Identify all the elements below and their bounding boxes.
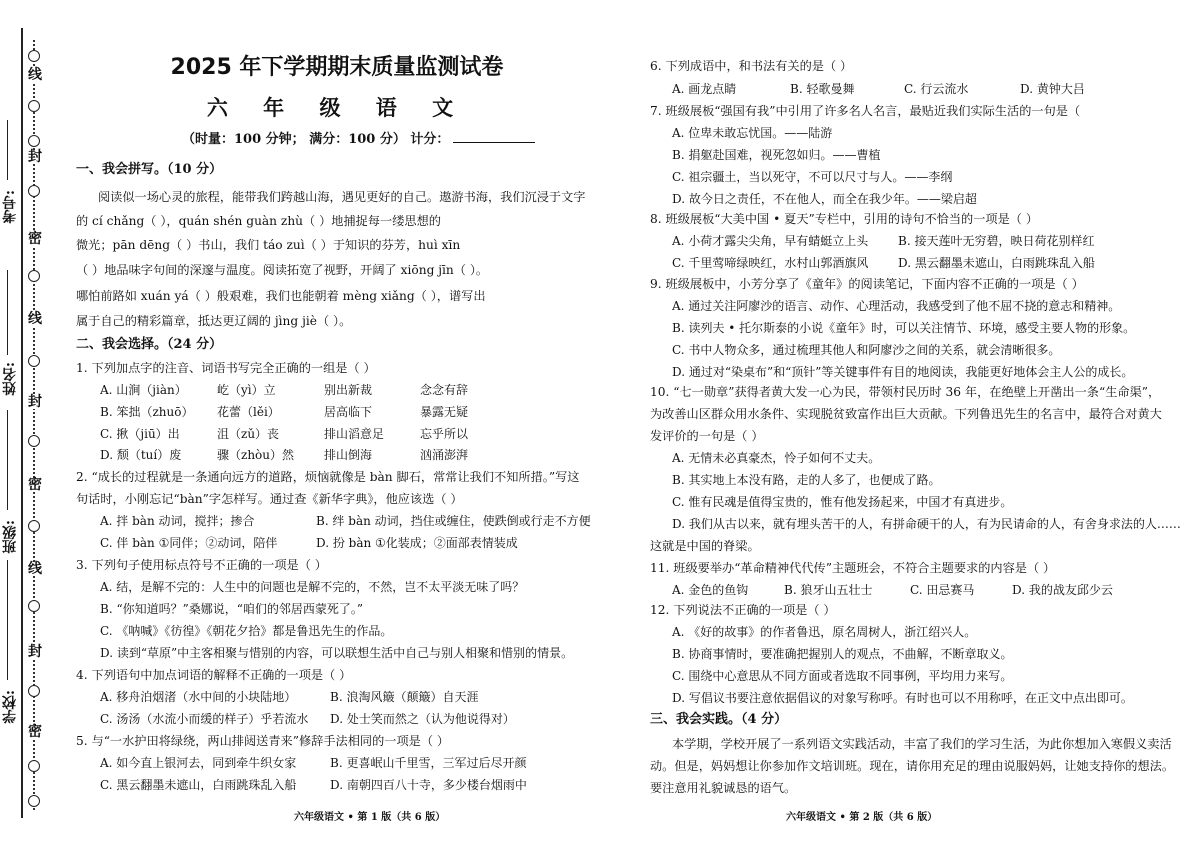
q10-option-c: C. 惟有民魂是值得宝贵的，惟有他发扬起来，中国才有真进步。 (672, 495, 1013, 509)
s3-line: 要注意用礼貌诚恳的语气。 (650, 781, 797, 795)
q12-option-c: C. 围绕中心意思从不同方面或者选取不同事例，平均用力来写。 (672, 669, 1013, 683)
q6-option-b: B. 轻歌曼舞 (790, 82, 855, 96)
exam-info (182, 128, 535, 147)
s1-line: 的 cí chǎng（ ），quán shén guàn zhù（ ）地捕捉每一缕思想的 (76, 214, 441, 228)
q9-option-d: D. 通过对“染桌布”和“顶针”等关键事件有目的地阅读，我能更好地体会主人公的成长。 (672, 365, 1134, 379)
xingming-underline (7, 270, 8, 355)
q1-a-3: 别出新裁 (324, 383, 373, 397)
seal-char: 封 (28, 644, 42, 660)
banji-underline (7, 410, 8, 510)
q10-option-a: A. 无情未必真豪杰，怜子如何不丈夫。 (672, 451, 881, 465)
seal-char: 封 (28, 149, 42, 165)
s1-line: 哪怕前路如 xuán yá（ ）般艰难，我们也能朝着 mèng xiǎng（ ），谱写出 (76, 289, 486, 303)
q8-stem: 8. 班级展板“大美中国 • 夏天”专栏中，引用的诗句不恰当的一项是（ ） (650, 212, 1039, 226)
section-3-heading: 三、我会实践。（4 分） (650, 712, 788, 727)
page-footer: 六年级语文 • 第 1 版（共 6 版） (294, 812, 446, 823)
q3-option-b: B. “你知道吗？”桑娜说，“咱们的邻居西蒙死了。” (100, 602, 363, 616)
q11-option-c: C. 田忌赛马 (910, 583, 975, 597)
page-footer: 六年级语文 • 第 2 版（共 6 版） (786, 812, 938, 823)
q1-a-1: A. 山涧（jiàn） (100, 383, 187, 397)
q11-option-b: B. 狼牙山五壮士 (784, 583, 873, 597)
q11-option-d: D. 我的战友邱少云 (1012, 583, 1113, 597)
q1-b-2: 花蕾（lěi） (217, 405, 280, 419)
seal-char: 密 (28, 477, 42, 493)
s1-line: 属于自己的精彩篇章，抵达更辽阔的 jìng jiè（ ）。 (76, 314, 352, 328)
q1-d-2: 骤（zhòu）然 (217, 448, 295, 462)
seal-circle (28, 135, 40, 147)
q1-c-4: 忘乎所以 (420, 427, 469, 441)
q1-d-3: 排山倒海 (324, 448, 373, 462)
q5-option-d: D. 南朝四百八十寺，多少楼台烟雨中 (330, 778, 527, 792)
q10-tail: 这就是中国的脊梁。 (650, 539, 760, 553)
q2-stem-2: 句话时，小刚忘记“bàn”字怎样写。通过查《新华字典》，他应该选（ ） (76, 492, 463, 506)
q1-a-2: 屹（yì）立 (217, 383, 276, 397)
q3-option-c: C. 《呐喊》《彷徨》《朝花夕拾》都是鲁迅先生的作品。 (100, 624, 393, 638)
seal-circle (28, 355, 40, 367)
q1-c-3: 排山滔意足 (324, 427, 385, 441)
label-banji: 班级: (2, 520, 18, 554)
q2-option-d: D. 扮 bàn ①化装成；②面部表情装成 (316, 536, 518, 550)
q7-option-b: B. 捐躯赴国难，视死忽如归。——曹植 (672, 148, 881, 162)
right-page (648, 0, 1190, 848)
q4-stem: 4. 下列语句中加点词语的解释不正确的一项是（ ） (76, 668, 352, 682)
exam-subtitle: 六 年 级 语 文 (206, 95, 468, 120)
q1-d-1: D. 颓（tuí）废 (100, 448, 182, 462)
binding-line (21, 28, 23, 818)
s1-line: 微光；pān dēng（ ）书山，我们 táo zuì（ ）于知识的芬芳，huì xīn (76, 238, 461, 252)
xuexiao-underline (7, 560, 8, 680)
seal-circle (28, 795, 40, 807)
q1-b-3: 居高临下 (324, 405, 373, 419)
q11-option-a: A. 金色的鱼钩 (672, 583, 749, 597)
q10-stem-2: 为改善山区群众用水条件、实现脱贫致富作出巨大贡献。下列鲁迅先生的名言中，最符合对黄大 (650, 407, 1162, 421)
q4-option-b: B. 浪淘风簸（颠簸）自天涯 (330, 690, 479, 704)
seal-circle (28, 100, 40, 112)
q8-option-b: B. 接天莲叶无穷碧，映日荷花别样红 (898, 234, 1095, 248)
section-1-heading: 一、我会拼写。（10 分） (76, 162, 223, 177)
seal-circle (28, 185, 40, 197)
q5-stem: 5. 与“一水护田将绿绕，两山排闼送青来”修辞手法相同的一项是（ ） (76, 734, 450, 748)
binding-strip (0, 0, 60, 848)
q4-option-a: A. 移舟泊烟渚（水中间的小块陆地） (100, 690, 297, 704)
seal-circle (28, 600, 40, 612)
q5-option-b: B. 更喜岷山千里雪，三军过后尽开颜 (330, 756, 527, 770)
q1-b-1: B. 笨拙（zhuō） (100, 405, 194, 419)
q7-option-a: A. 位卑未敢忘忧国。——陆游 (672, 126, 833, 140)
s3-line: 动。但是，妈妈想让你参加作文培训班。现在，请你用充足的理由说服妈妈，让她支持你的想法。 (650, 759, 1175, 773)
q6-stem: 6. 下列成语中，和书法有关的是（ ） (650, 59, 853, 73)
q3-option-d: D. 读到“草原”中主客相聚与惜别的内容，可以联想生活中自己与别人相聚和惜别的情景。 (100, 646, 574, 660)
q7-option-c: C. 祖宗疆土，当以死守，不可以尺寸与人。——李纲 (672, 170, 953, 184)
q7-stem: 7. 班级展板“强国有我”中引用了许多名人名言，最贴近我们实际生活的一句是（ (650, 104, 1081, 118)
q2-option-b: B. 绊 bàn 动词，挡住或缠住，使跌倒或行走不方便 (316, 514, 591, 528)
q10-stem-3: 发评价的一句是（ ） (650, 429, 764, 443)
q9-stem: 9. 班级展板中，小芳分享了《童年》的阅读笔记，下面内容不正确的一项是（ ） (650, 277, 1084, 291)
q9-option-b: B. 读列夫 • 托尔斯泰的小说《童年》时，可以关注情节、环境，感受主要人物的形象。 (672, 321, 1136, 335)
seal-circle (28, 520, 40, 532)
q5-option-c: C. 黑云翻墨未遮山，白雨跳珠乱入船 (100, 778, 297, 792)
q9-option-c: C. 书中人物众多，通过梳理其他人和阿廖沙之间的关系，就会清晰很多。 (672, 343, 1061, 357)
seal-char: 线 (28, 67, 42, 83)
q2-stem-1: 2. “成长的过程就是一条通向远方的道路，烦恼就像是 bàn 脚石，常常让我们不知所措。”写这 (76, 470, 580, 484)
exam-info-text: （时量：100 分钟； 满分：100 分） 计分： (182, 132, 450, 147)
q10-stem-1: 10. “七一勋章”获得者黄大发一心为民，带领村民历时 36 年，在绝壁上开凿出一条“生命渠”， (650, 385, 1161, 399)
s1-line: （ ）地品味字句间的深邃与温度。阅读拓宽了视野，开阔了 xiōng jīn（ ）。 (76, 263, 489, 277)
q8-option-a: A. 小荷才露尖尖角，早有蜻蜓立上头 (672, 234, 869, 248)
q1-stem: 1. 下列加点字的注音、词语书写完全正确的一组是（ ） (76, 361, 376, 375)
seal-char: 封 (28, 394, 42, 410)
q3-stem: 3. 下列句子使用标点符号不正确的一项是（ ） (76, 558, 327, 572)
left-page (72, 0, 602, 848)
q2-option-c: C. 伴 bàn ①同伴；②动词，陪伴 (100, 536, 278, 550)
q5-option-a: A. 如今直上银河去，同到牵牛织女家 (100, 756, 297, 770)
q12-option-a: A. 《好的故事》的作者鲁迅，原名周树人，浙江绍兴人。 (672, 625, 977, 639)
q8-option-d: D. 黑云翻墨未遮山，白雨跳珠乱入船 (898, 256, 1095, 270)
seal-char: 线 (28, 561, 42, 577)
q1-d-4: 汹涌澎湃 (420, 448, 469, 462)
q12-option-b: B. 协商事情时，要准确把握别人的观点，不曲解，不断章取义。 (672, 647, 1013, 661)
q1-b-4: 暴露无疑 (420, 405, 469, 419)
q3-option-a: A. 结，是解不完的：人生中的问题也是解不完的，不然，岂不太平淡无味了吗？ (100, 580, 525, 594)
label-kaohao: 考号: (2, 190, 18, 224)
exam-title: 2025 年下学期期末质量监测试卷 (170, 55, 504, 80)
q2-option-a: A. 拌 bàn 动词，搅拌；掺合 (100, 514, 255, 528)
kaohao-underline (7, 120, 8, 180)
q4-option-d: D. 处士笑而然之（认为他说得对） (330, 712, 515, 726)
seal-char: 密 (28, 724, 42, 740)
q6-option-a: A. 画龙点睛 (672, 82, 737, 96)
seal-circle (28, 435, 40, 447)
q4-option-c: C. 汤汤（水流小而缓的样子）乎若流水 (100, 712, 309, 726)
q11-stem: 11. 班级要举办“革命精神代代传”主题班会，不符合主题要求的内容是（ ） (650, 561, 1056, 575)
seal-circle (28, 685, 40, 697)
score-blank[interactable] (453, 130, 535, 143)
label-xingming: 姓名: (2, 362, 18, 396)
q12-option-d: D. 写倡议书要注意依据倡议的对象写称呼。有时也可以不用称呼，在正文中点出即可。 (672, 691, 1133, 705)
q6-option-d: D. 黄钟大吕 (1020, 82, 1085, 96)
q1-c-2: 沮（zǔ）丧 (217, 427, 280, 441)
q1-a-4: 念念有辞 (420, 383, 469, 397)
seal-char: 线 (28, 311, 42, 327)
seal-circle (28, 760, 40, 772)
q7-option-d: D. 故今日之责任，不在他人，而全在我少年。——梁启超 (672, 192, 977, 206)
q1-c-1: C. 揪（jiū）出 (100, 427, 180, 441)
section-2-heading: 二、我会选择。（24 分） (76, 337, 223, 352)
q9-option-a: A. 通过关注阿廖沙的语言、动作、心理活动，我感受到了他不屈不挠的意志和精神。 (672, 299, 1121, 313)
seal-circle (28, 50, 40, 62)
q10-option-d: D. 我们从古以来，就有埋头苦干的人，有拼命硬干的人，有为民请命的人，有舍身求法的人…… (672, 517, 1181, 531)
s1-line: 阅读似一场心灵的旅程，能带我们跨越山海，遇见更好的自己。遨游书海，我们沉浸于文字 (98, 190, 586, 204)
s3-line: 本学期，学校开展了一系列语文实践活动，丰富了我们的学习生活，为此你想加入寒假义卖活 (672, 737, 1172, 751)
q12-stem: 12. 下列说法不正确的一项是（ ） (650, 603, 836, 617)
q6-option-c: C. 行云流水 (904, 82, 969, 96)
q8-option-c: C. 千里莺啼绿映红，水村山郭酒旗风 (672, 256, 869, 270)
label-xuexiao: 学校: (2, 690, 18, 724)
q10-option-b: B. 其实地上本没有路，走的人多了，也便成了路。 (672, 473, 941, 487)
seal-circle (28, 270, 40, 282)
seal-char: 密 (28, 231, 42, 247)
